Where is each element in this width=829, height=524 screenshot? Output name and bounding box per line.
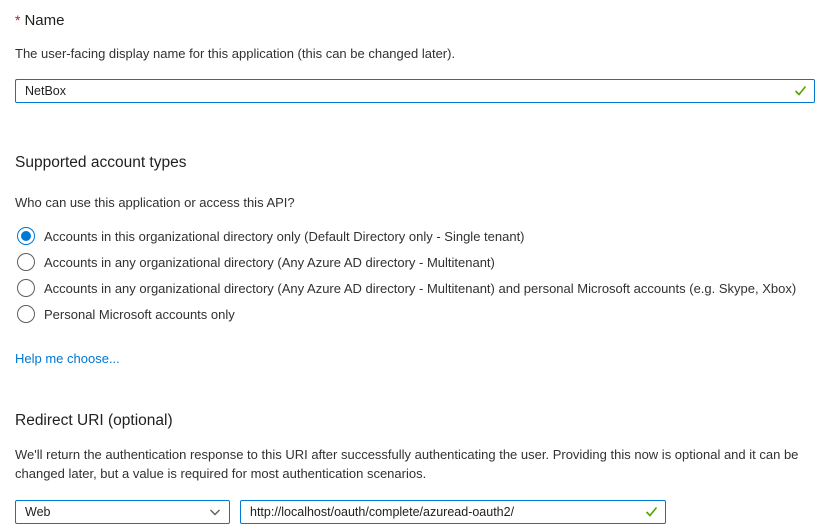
platform-select[interactable] (15, 500, 230, 524)
required-asterisk: * (15, 12, 21, 28)
account-type-option-label: Accounts in any organizational directory (Any Azure AD directory - Multitenant) and personal Microsoft accounts (e.g. Skype, Xbox) (44, 280, 797, 296)
redirect-uri-title: Redirect URI (optional) (15, 412, 173, 429)
redirect-uri-row (15, 500, 815, 524)
name-field-description: The user-facing display name for this application (this can be changed later). (15, 46, 456, 61)
account-type-option-single-tenant[interactable] (15, 223, 815, 249)
platform-select-value: Web (25, 505, 51, 519)
radio-selected-icon (17, 227, 35, 245)
name-input[interactable] (15, 79, 815, 103)
account-types-radio-group (15, 223, 815, 327)
radio-unselected-icon (17, 279, 35, 297)
account-type-option-label: Personal Microsoft accounts only (44, 306, 235, 322)
name-field-label (15, 12, 815, 29)
redirect-uri-input-wrapper (240, 500, 666, 524)
account-type-option-label: Accounts in any organizational directory (Any Azure AD directory - Multitenant) (44, 254, 495, 270)
radio-unselected-icon (17, 305, 35, 323)
radio-unselected-icon (17, 253, 35, 271)
name-label-text: Name (24, 12, 65, 29)
account-type-option-personal-only[interactable] (15, 301, 815, 327)
account-type-option-multitenant-personal[interactable] (15, 275, 815, 301)
account-types-title: Supported account types (15, 154, 187, 171)
chevron-down-icon (209, 506, 221, 518)
redirect-uri-description: We'll return the authentication response to this URI after successfully authenticating the user. Providing this now is optional and it can be changed later, but a value is required for most authentication scenarios. (15, 447, 799, 481)
account-type-option-label: Accounts in this organizational directory only (Default Directory only - Single tenant) (44, 228, 525, 244)
account-types-question: Who can use this application or access this API? (15, 195, 295, 210)
account-type-option-multitenant[interactable] (15, 249, 815, 275)
name-input-wrapper (15, 79, 815, 103)
redirect-uri-input[interactable] (240, 500, 666, 524)
help-me-choose-link[interactable]: Help me choose... (15, 351, 120, 366)
